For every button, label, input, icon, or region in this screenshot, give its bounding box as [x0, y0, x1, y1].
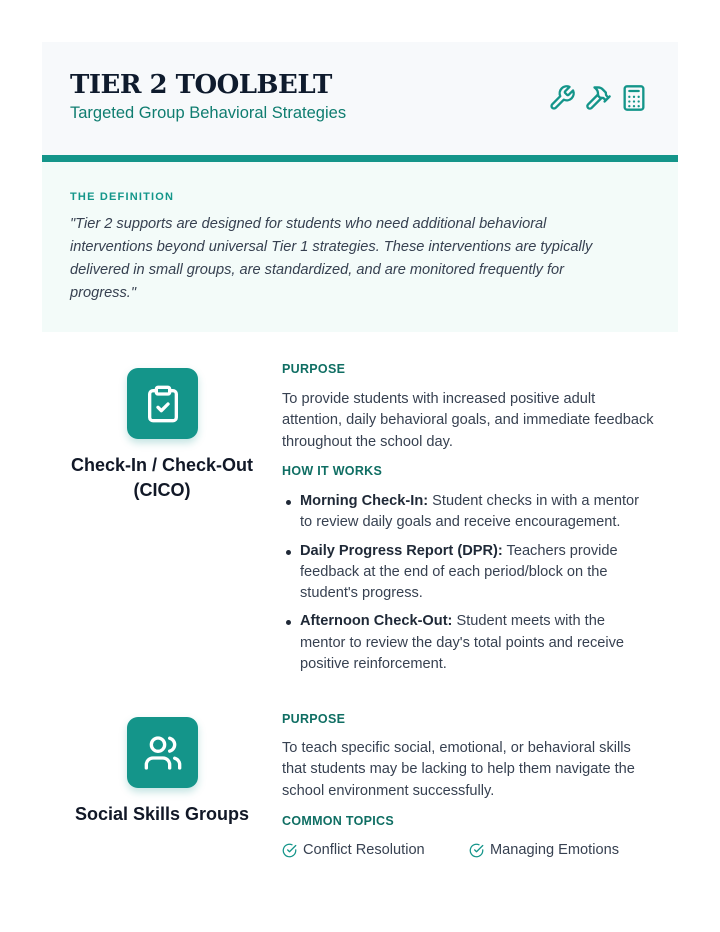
step-text: Student checks in with a mentor to review daily goals and receive encouragement.: [300, 493, 640, 531]
page-title: TIER 2 TOOLBELT: [70, 70, 332, 100]
list-item: [282, 611, 654, 675]
step-title: Morning Check-In:: [300, 493, 429, 509]
wrench-icon: [548, 84, 576, 112]
page-subtitle: Targeted Group Behavioral Strategies: [70, 104, 347, 122]
step-text: Teachers provide feedback at the end of each period/block on the student's progress.: [300, 542, 618, 602]
step-title: Afternoon Check-Out:: [300, 613, 453, 630]
accent-divider: [42, 155, 678, 162]
step-text: Student meets with the mentor to review the day's total points and receive positive reinforcement.: [300, 613, 625, 673]
definition-section: [42, 162, 678, 332]
purpose-label: PURPOSE: [282, 362, 346, 376]
common-topics-label: COMMON TOPICS: [282, 814, 395, 828]
purpose-text: To teach specific social, emotional, or behavioral skills that students may be lacking to help them navigate the school environment successfully.: [282, 740, 635, 799]
list-item: [282, 491, 654, 534]
strategy-name: Check-In / Check-Out (CICO): [70, 455, 254, 500]
step-title: Daily Progress Report (DPR):: [300, 542, 503, 559]
purpose-text: To provide students with increased positive adult attention, daily behavioral goals, and immediate feedback throughout the school day.: [282, 391, 654, 450]
list-item: [469, 842, 656, 858]
list-item: [282, 541, 654, 605]
topic-label: Conflict Resolution: [303, 842, 425, 858]
header: [42, 42, 678, 155]
clipboard-check-icon: [127, 368, 198, 439]
definition-label: THE DEFINITION: [70, 191, 175, 203]
toolbelt-card: [42, 42, 678, 332]
check-circle-icon: [469, 843, 484, 858]
calculator-icon: [620, 84, 648, 112]
users-icon: [127, 717, 198, 788]
purpose-label: PURPOSE: [282, 712, 346, 726]
how-it-works-label: HOW IT WORKS: [282, 464, 383, 478]
topic-label: Managing Emotions: [490, 842, 619, 858]
list-item: [282, 842, 469, 858]
strategy-name: Social Skills Groups: [74, 804, 250, 824]
steps-list: [282, 491, 654, 682]
topics-list: [282, 842, 656, 858]
check-circle-icon: [282, 843, 297, 858]
definition-text: "Tier 2 supports are designed for students who need additional behavioral interventions beyond universal Tier 1 strategies. These interventions are typically delivered in small groups, are standardized, and are monitored frequently for progress.": [70, 216, 593, 301]
tool-icons: [548, 84, 648, 112]
hammer-icon: [584, 84, 612, 112]
